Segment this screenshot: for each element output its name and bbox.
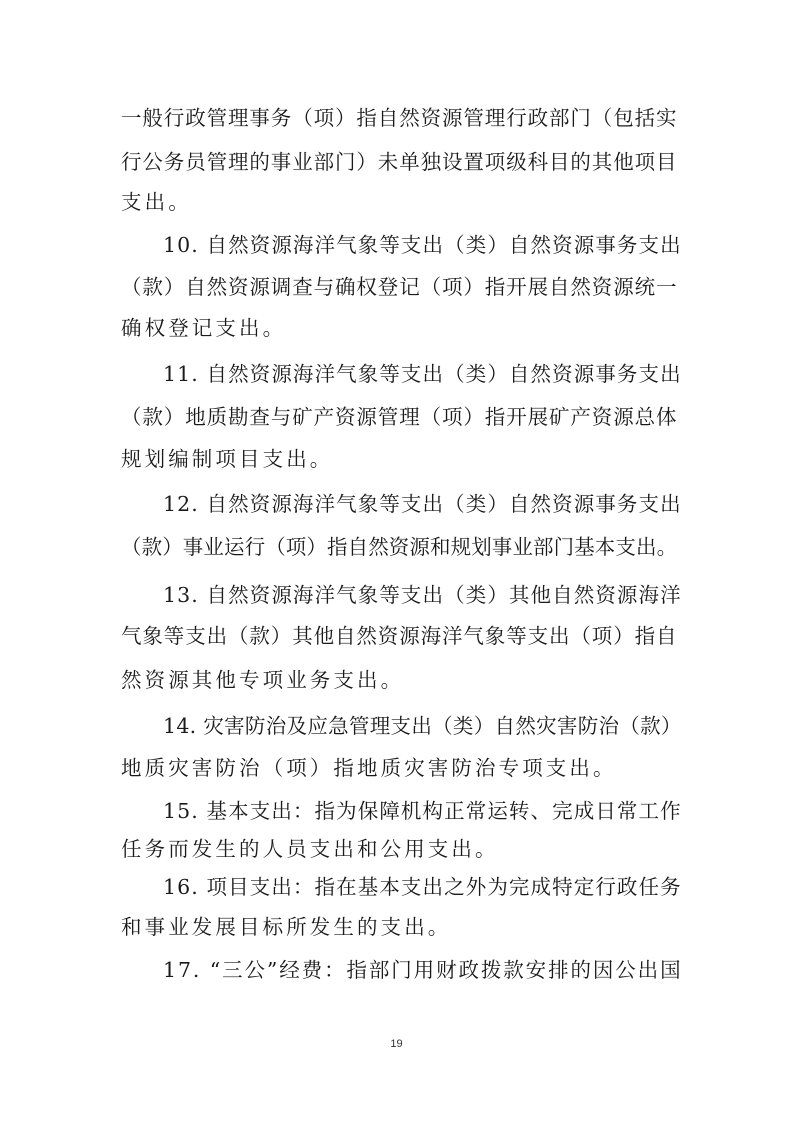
text-line: 行公务员管理的事业部门）未单独设置项级科目的其他项目 [121, 150, 678, 174]
text-line: 任务而发生的人员支出和公用支出。 [121, 837, 499, 861]
text-line: 然资源其他专项业务支出。 [121, 668, 405, 692]
text-line: 规划编制项目支出。 [121, 447, 334, 471]
text-line: 和事业发展目标所发生的支出。 [121, 915, 452, 939]
text-line: 15. 基本支出：指为保障机构正常运转、完成日常工作 [163, 799, 682, 823]
text-line: 16. 项目支出：指在基本支出之外为完成特定行政任务 [163, 875, 682, 899]
text-line: （款）事业运行（项）指自然资源和规划事业部门基本支出。 [121, 535, 678, 559]
text-line: 气象等支出（款）其他自然资源海洋气象等支出（项）指自 [121, 624, 678, 648]
text-line: （款）地质勘查与矿产资源管理（项）指开展矿产资源总体 [121, 405, 678, 429]
text-line: 10. 自然资源海洋气象等支出（类）自然资源事务支出 [163, 233, 682, 257]
text-line: 一般行政管理事务（项）指自然资源管理行政部门（包括实 [121, 106, 678, 130]
text-line: 支出。 [121, 190, 192, 214]
text-line: 13. 自然资源海洋气象等支出（类）其他自然资源海洋 [163, 583, 682, 607]
text-line: 地质灾害防治（项）指地质灾害防治专项支出。 [121, 756, 617, 780]
text-line: 11. 自然资源海洋气象等支出（类）自然资源事务支出 [163, 362, 682, 386]
text-line: 14. 灾害防治及应急管理支出（类）自然灾害防治（款） [163, 714, 682, 738]
text-line: 17. “三公”经费：指部门用财政拨款安排的因公出国 [163, 958, 683, 982]
text-line: （款）自然资源调查与确权登记（项）指开展自然资源统一 [121, 275, 678, 299]
text-line: 确权登记支出。 [121, 316, 287, 340]
text-line: 12. 自然资源海洋气象等支出（类）自然资源事务支出 [163, 492, 682, 516]
page-number: 19 [390, 1038, 403, 1050]
